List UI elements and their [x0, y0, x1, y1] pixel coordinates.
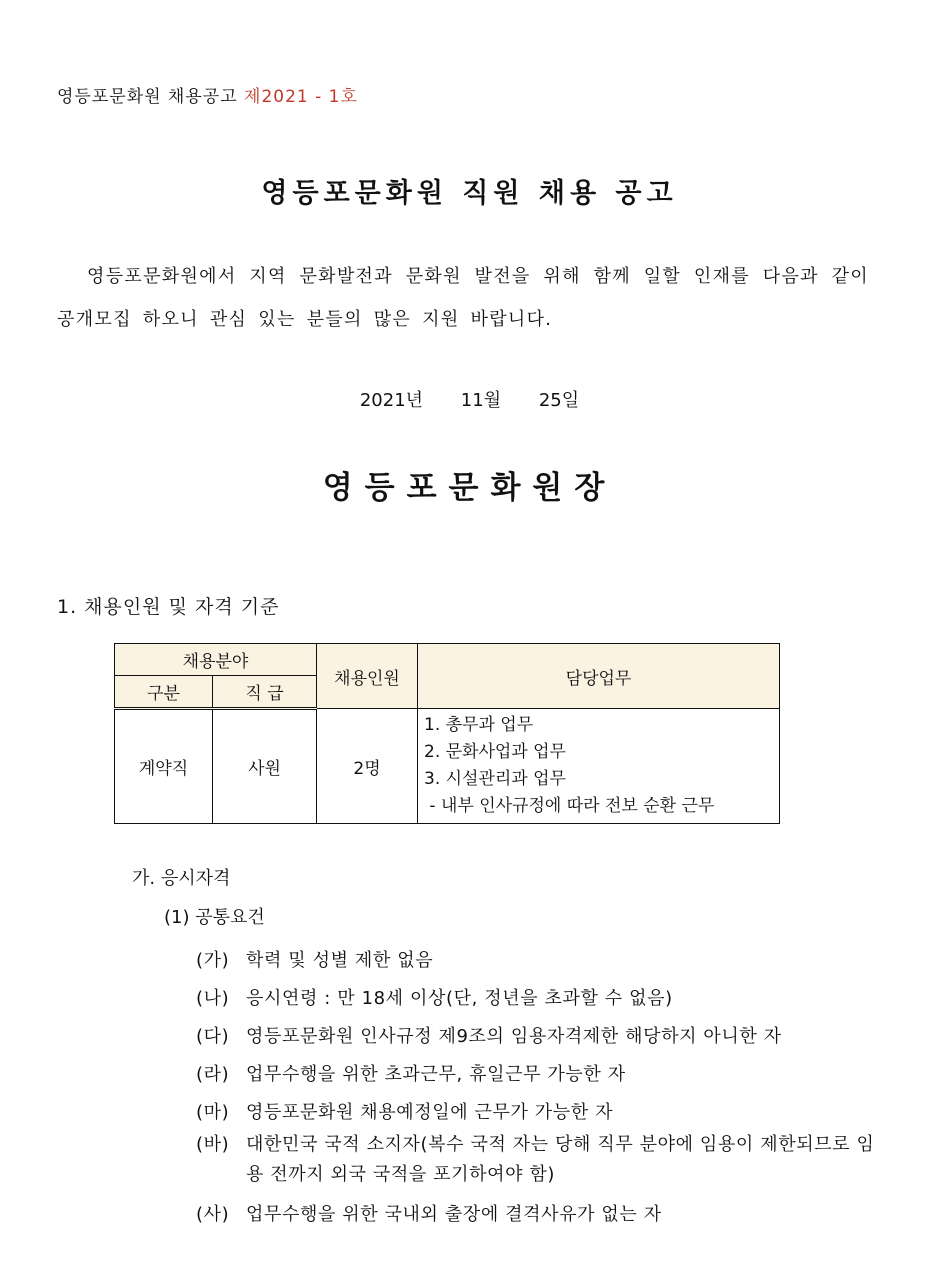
cell-category: 계약직: [115, 709, 213, 824]
duty-item: 2. 문화사업과 업무: [424, 742, 566, 762]
item-marker: (다): [196, 1026, 230, 1047]
duty-note: - 내부 인사규정에 따라 전보 순환 근무: [424, 796, 715, 816]
list-item: [196, 1016, 886, 1054]
duty-item: 3. 시설관리과 업무: [424, 769, 566, 789]
header-field: 채용분야: [115, 644, 317, 676]
signer-name: 영등포문화원장: [322, 470, 617, 506]
duty-item: 1. 총무과 업무: [424, 715, 534, 735]
list-item: [196, 978, 886, 1016]
cell-headcount: 2명: [317, 709, 418, 824]
date-year: 2021년: [359, 390, 424, 411]
item-text: 학력 및 성별 제한 없음: [246, 950, 434, 971]
item-text: 업무수행을 위한 초과근무, 휴일근무 가능한 자: [246, 1064, 626, 1085]
item-marker: (가): [196, 950, 230, 971]
list-item: [196, 1054, 886, 1092]
qualifications-heading: 가. 응시자격: [132, 868, 231, 889]
header-rank: 직 급: [213, 676, 317, 709]
header-headcount: 채용인원: [317, 644, 418, 709]
list-item: [196, 1194, 886, 1232]
item-marker: (라): [196, 1064, 230, 1085]
notice-date: [0, 386, 939, 412]
recruitment-table: [114, 643, 780, 824]
intro-paragraph: [57, 255, 869, 341]
requirements-list: [196, 940, 886, 1232]
intro-text: 영등포문화원에서 지역 문화발전과 문화원 발전을 위해 함께 일할 인재를 다음과 같이 공개모집 하오니 관심 있는 분들의 많은 지원 바랍니다.: [57, 266, 869, 330]
item-text: 응시연령 : 만 18세 이상(단, 정년을 초과할 수 없음): [246, 988, 673, 1009]
notice-prefix: 영등포문화원 채용공고: [57, 87, 245, 107]
list-item: [196, 1092, 886, 1130]
header-category: 구분: [115, 676, 213, 709]
item-text: 영등포문화원 채용예정일에 근무가 가능한 자: [246, 1102, 614, 1123]
notice-number: [57, 82, 358, 107]
item-text: 대한민국 국적 소지자(복수 국적 자는 당해 직무 분야에 임용이 제한되므로 임용 전까지 외국 국적을 포기하여야 함): [246, 1134, 875, 1185]
item-text: 영등포문화원 인사규정 제9조의 임용자격제한 해당하지 아니한 자: [246, 1026, 782, 1047]
common-requirements-heading: (1) 공통요건: [164, 907, 265, 928]
notice-number-value: 제2021 - 1호: [244, 87, 358, 107]
table-row: [115, 709, 780, 824]
cell-duties: [418, 709, 780, 824]
page-title: 영등포문화원 직원 채용 공고: [261, 178, 678, 209]
item-marker: (사): [196, 1204, 230, 1225]
item-text: 업무수행을 위한 국내외 출장에 결격사유가 없는 자: [246, 1204, 662, 1225]
cell-rank: 사원: [213, 709, 317, 824]
item-marker: (나): [196, 988, 230, 1009]
date-day: 25일: [538, 390, 580, 411]
list-item: [196, 940, 886, 978]
list-item: [196, 1130, 886, 1190]
item-marker: (마): [196, 1102, 230, 1123]
section-heading: 1. 채용인원 및 자격 기준: [57, 596, 280, 618]
date-month: 11월: [460, 390, 502, 411]
header-duties: 담당업무: [418, 644, 780, 709]
item-marker: (바): [196, 1134, 230, 1155]
